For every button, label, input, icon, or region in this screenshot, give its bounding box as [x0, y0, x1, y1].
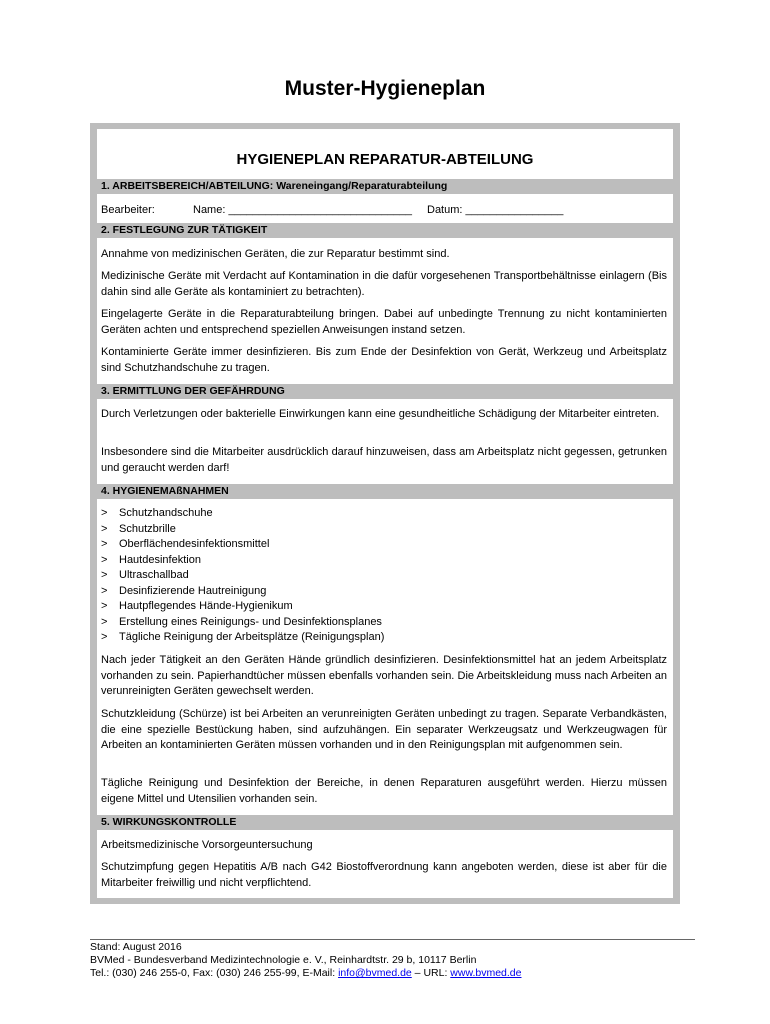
list-item	[101, 568, 189, 584]
list-item-label: Schutzbrille	[119, 523, 176, 535]
list-item	[101, 599, 293, 615]
section-2-paragraph: Medizinische Geräte mit Verdacht auf Kontamination in die dafür vorgesehenen Transportbehältnisse einlagern (Bis dahin sind alle Geräte als kontaminiert zu betrachten).	[101, 270, 667, 298]
page-title: Muster-Hygieneplan	[284, 77, 486, 100]
section-3-paragraph: Insbesondere sind die Mitarbeiter ausdrücklich darauf hinzuweisen, dass am Arbeitsplatz nicht gegessen, getrunken und geraucht werden darf!	[101, 446, 667, 474]
datum-field: Datum: ________________	[427, 204, 564, 216]
list-item-label: Ultraschallbad	[119, 569, 189, 581]
footer-contact-text: Tel.: (030) 246 255-0, Fax: (030) 246 255-99, E-Mail:	[90, 967, 339, 979]
list-item-label: Desinfizierende Hautreinigung	[119, 585, 267, 597]
list-item	[101, 584, 266, 600]
section-3-title: 3. ERMITTLUNG DER GEFÄHRDUNG	[97, 384, 673, 399]
name-field: Name: ______________________________	[193, 204, 412, 216]
list-item	[101, 506, 213, 522]
list-item-label: Hautpflegendes Hände-Hygienikum	[119, 600, 293, 612]
bullet-marker: >	[101, 538, 108, 550]
footer	[90, 941, 521, 980]
bullet-marker: >	[101, 631, 108, 643]
bullet-marker: >	[101, 616, 108, 628]
footer-divider	[90, 939, 695, 940]
website-link[interactable]: www.bvmed.de	[450, 967, 522, 979]
section-2-paragraph: Eingelagerte Geräte in die Reparaturabteilung bringen. Dabei auf unbedingte Trennung zu nicht kontaminierten Geräten achten und entsprechend speziellen Anweisungen instand setzen.	[101, 308, 667, 336]
list-item	[101, 630, 384, 646]
list-item	[101, 537, 269, 553]
section-4-paragraph: Nach jeder Tätigkeit an den Geräten Hände gründlich desinfizieren. Desinfektionsmittel hat an jedem Arbeitsplatz vorhanden zu sein. Papierhandtücher müssen ebenfalls vorhanden sein. Die Arbeitskleidung muss nach Arbeiten an verunreinigten Geräten gewechselt werden.	[101, 654, 667, 697]
section-2-title: 2. FESTLEGUNG ZUR TÄTIGKEIT	[97, 223, 673, 238]
section-5-paragraph: Schutzimpfung gegen Hepatitis A/B nach G42 Biostoffverordnung kann angeboten werden, diese ist aber für die Mitarbeiter freiwillig und nicht verpflichtend.	[101, 861, 667, 889]
list-item-label: Schutzhandschuhe	[119, 507, 213, 519]
section-2-paragraph: Kontaminierte Geräte immer desinfizieren. Bis zum Ende der Desinfektion von Gerät, Werkzeug und Arbeitsplatz sind Schutzhandschuhe zu tragen.	[101, 346, 667, 374]
section-3-paragraph: Durch Verletzungen oder bakterielle Einwirkungen kann eine gesundheitliche Schädigung der Mitarbeiter eintreten.	[101, 408, 660, 420]
bullet-marker: >	[101, 554, 108, 566]
section-5-title: 5. WIRKUNGSKONTROLLE	[97, 815, 673, 830]
list-item-label: Oberflächendesinfektionsmittel	[119, 538, 270, 550]
list-item	[101, 553, 201, 569]
section-2-paragraph: Annahme von medizinischen Geräten, die zur Reparatur bestimmt sind.	[101, 248, 450, 260]
section-5-paragraph: Arbeitsmedizinische Vorsorgeuntersuchung	[101, 839, 313, 851]
section-1-title: 1. ARBEITSBEREICH/ABTEILUNG: Wareneingang/Reparaturabteilung	[97, 179, 673, 194]
list-item	[101, 522, 176, 538]
email-link[interactable]: info@bvmed.de	[338, 967, 412, 979]
bullet-marker: >	[101, 523, 108, 535]
bullet-marker: >	[101, 600, 108, 612]
footer-organization: BVMed - Bundesverband Medizintechnologie e. V., Reinhardtstr. 29 b, 10117 Berlin	[90, 954, 477, 966]
footer-url-prefix: – URL:	[411, 967, 451, 979]
hygieneplan-frame	[90, 123, 680, 904]
list-item	[101, 615, 382, 631]
footer-contact	[90, 967, 521, 980]
list-item-label: Hautdesinfektion	[119, 554, 201, 566]
bearbeiter-label: Bearbeiter:	[101, 204, 155, 216]
hygieneplan-content	[97, 129, 673, 898]
footer-stand: Stand: August 2016	[90, 941, 182, 953]
bullet-marker: >	[101, 507, 108, 519]
section-4-title: 4. HYGIENEMAßNAHMEN	[97, 484, 673, 499]
bullet-marker: >	[101, 585, 108, 597]
section-4-paragraph: Schutzkleidung (Schürze) ist bei Arbeiten an verunreinigten Geräten unbedingt zu tragen. Separate Verbandkästen, die eine spezielle Bestückung haben, sind aufzuhängen. Ein separater Werkzeugsatz und Werkzeugwagen für Arbeiten an kontaminierten Geräten müssen vorhanden und in den Reinigungsplan mit aufgenommen sein.	[101, 708, 667, 751]
section-4-paragraph: Tägliche Reinigung und Desinfektion der Bereiche, in denen Reparaturen ausgeführt werden. Hierzu müssen eigene Mittel und Utensilien vorhanden sein.	[101, 777, 667, 805]
bullet-marker: >	[101, 569, 108, 581]
list-item-label: Tägliche Reinigung der Arbeitsplätze (Reinigungsplan)	[119, 631, 385, 643]
list-item-label: Erstellung eines Reinigungs- und Desinfektionsplanes	[119, 616, 382, 628]
document-heading: HYGIENEPLAN REPARATUR-ABTEILUNG	[236, 151, 534, 168]
